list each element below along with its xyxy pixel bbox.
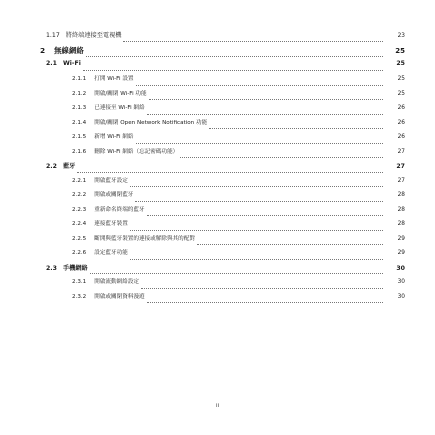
toc-entry-page-number: 25: [396, 59, 405, 67]
toc-entry-page-number: 30: [397, 293, 405, 300]
toc-entry-page-number: 23: [397, 33, 405, 39]
dot-leader: [147, 302, 383, 303]
toc-entry[interactable]: [0, 161, 435, 176]
dot-leader: [149, 99, 383, 100]
toc-entry-page-number: 28: [397, 192, 405, 198]
toc-entry[interactable]: [0, 74, 435, 89]
toc-entry-title: 斷開與藍牙裝置的連接或解除與其的配對: [94, 235, 195, 242]
toc-entry[interactable]: [0, 248, 435, 263]
toc-entry-number: 2.1.5: [72, 134, 87, 140]
toc-entry-number: 2.3: [46, 264, 57, 272]
dot-leader: [130, 230, 383, 231]
toc-entry-page-number: 26: [397, 105, 405, 111]
toc-entry-page-number: 27: [396, 163, 405, 170]
toc-entry[interactable]: [0, 30, 435, 45]
toc-entry-title: 連接藍牙裝置: [94, 221, 128, 227]
dot-leader: [180, 157, 383, 158]
toc-entry-page-number: 30: [396, 264, 405, 272]
toc-entry-title: 將終端連接至電視機: [65, 32, 122, 39]
toc-entry-title: Wi-Fi: [62, 59, 81, 67]
toc-entry-title: 重新命名終端的藍牙: [94, 206, 145, 213]
toc-entry-title: 藍牙: [62, 163, 76, 170]
dot-leader: [147, 215, 383, 216]
dot-leader: [130, 186, 383, 187]
toc-entry-page-number: 28: [397, 221, 405, 227]
toc-entry-title: 刪除 Wi-Fi 網絡（忘記密碼功能）: [94, 148, 179, 155]
toc-entry[interactable]: [0, 190, 435, 205]
toc-entry-number: 2.1.1: [72, 76, 87, 82]
toc-entry-number: 2.2.4: [72, 221, 87, 227]
toc-entry-title: 無線網絡: [54, 45, 84, 55]
dot-leader: [77, 172, 383, 173]
toc-entry-number: 1.17: [46, 32, 60, 39]
toc-entry-page-number: 25: [397, 90, 405, 97]
toc-entry[interactable]: [0, 118, 435, 133]
dot-leader: [83, 70, 383, 71]
dot-leader: [141, 288, 383, 289]
table-of-contents: [0, 30, 435, 306]
dot-leader: [136, 143, 383, 144]
toc-entry[interactable]: [0, 60, 435, 75]
toc-entry[interactable]: [0, 205, 435, 220]
toc-entry-number: 2.3.2: [72, 293, 87, 300]
toc-entry-title: 開啟或關閉資料漫遊: [94, 293, 145, 300]
toc-entry[interactable]: [0, 292, 435, 307]
toc-entry[interactable]: [0, 147, 435, 162]
toc-entry-page-number: 28: [397, 206, 405, 213]
dot-leader: [86, 56, 383, 57]
toc-entry-number: 2.2.1: [72, 177, 87, 184]
toc-entry-page-number: 30: [397, 279, 405, 285]
dot-leader: [130, 259, 383, 260]
toc-entry[interactable]: [0, 45, 435, 60]
dot-leader: [90, 273, 383, 274]
toc-entry-number: 2.1.4: [72, 119, 87, 126]
toc-entry-title: 手機網絡: [62, 264, 88, 272]
toc-entry-number: 2.1: [46, 59, 57, 67]
toc-entry[interactable]: [0, 234, 435, 249]
dot-leader: [123, 41, 383, 42]
toc-entry[interactable]: [0, 263, 435, 278]
toc-entry-page-number: 26: [397, 134, 405, 140]
toc-entry-title: 開啟流動網絡設定: [94, 279, 139, 285]
toc-entry-number: 2.1.3: [72, 105, 87, 111]
dot-leader: [197, 244, 383, 245]
toc-entry-number: 2.2.5: [72, 235, 87, 242]
dot-leader: [147, 114, 383, 115]
page-footer: ii: [215, 403, 220, 409]
toc-entry-number: 2.1.6: [72, 148, 87, 155]
toc-entry-number: 2.2: [46, 163, 57, 170]
toc-entry-title: 開啟或關閉藍牙: [94, 192, 134, 198]
toc-entry-page-number: 27: [397, 177, 405, 184]
toc-entry-title: 新增 Wi-Fi 網絡: [94, 134, 134, 140]
toc-entry[interactable]: [0, 103, 435, 118]
toc-entry-number: 2.1.2: [72, 90, 87, 97]
toc-entry[interactable]: [0, 176, 435, 191]
toc-entry-title: 設定藍牙功能: [94, 250, 128, 256]
toc-entry-page-number: 26: [397, 119, 405, 126]
toc-entry-number: 2.2.6: [72, 250, 87, 256]
toc-entry-page-number: 25: [397, 76, 405, 82]
toc-entry-page-number: 27: [397, 148, 405, 155]
toc-entry-page-number: 25: [395, 46, 405, 55]
toc-entry[interactable]: [0, 89, 435, 104]
toc-entry-page-number: 29: [397, 250, 405, 256]
toc-entry-number: 2.3.1: [72, 279, 87, 285]
toc-entry-title: 打開 Wi-Fi 設置: [94, 76, 134, 82]
toc-entry-title: 開啟/關閉 Open Network Notification 功能: [94, 119, 208, 126]
toc-entry-title: 開啟/關閉 Wi-Fi 功能: [94, 90, 147, 97]
dot-leader: [135, 201, 383, 202]
toc-entry[interactable]: [0, 277, 435, 292]
toc-entry[interactable]: [0, 219, 435, 234]
dot-leader: [136, 85, 383, 86]
toc-entry-number: 2.2.2: [72, 192, 87, 198]
toc-entry-title: 已連接至 Wi-Fi 網絡: [94, 105, 145, 111]
toc-entry-page-number: 29: [397, 235, 405, 242]
toc-entry[interactable]: [0, 132, 435, 147]
toc-entry-number: 2: [40, 45, 46, 55]
dot-leader: [209, 128, 383, 129]
toc-entry-number: 2.2.3: [72, 206, 87, 213]
toc-entry-title: 開啟藍牙設定: [94, 177, 128, 184]
